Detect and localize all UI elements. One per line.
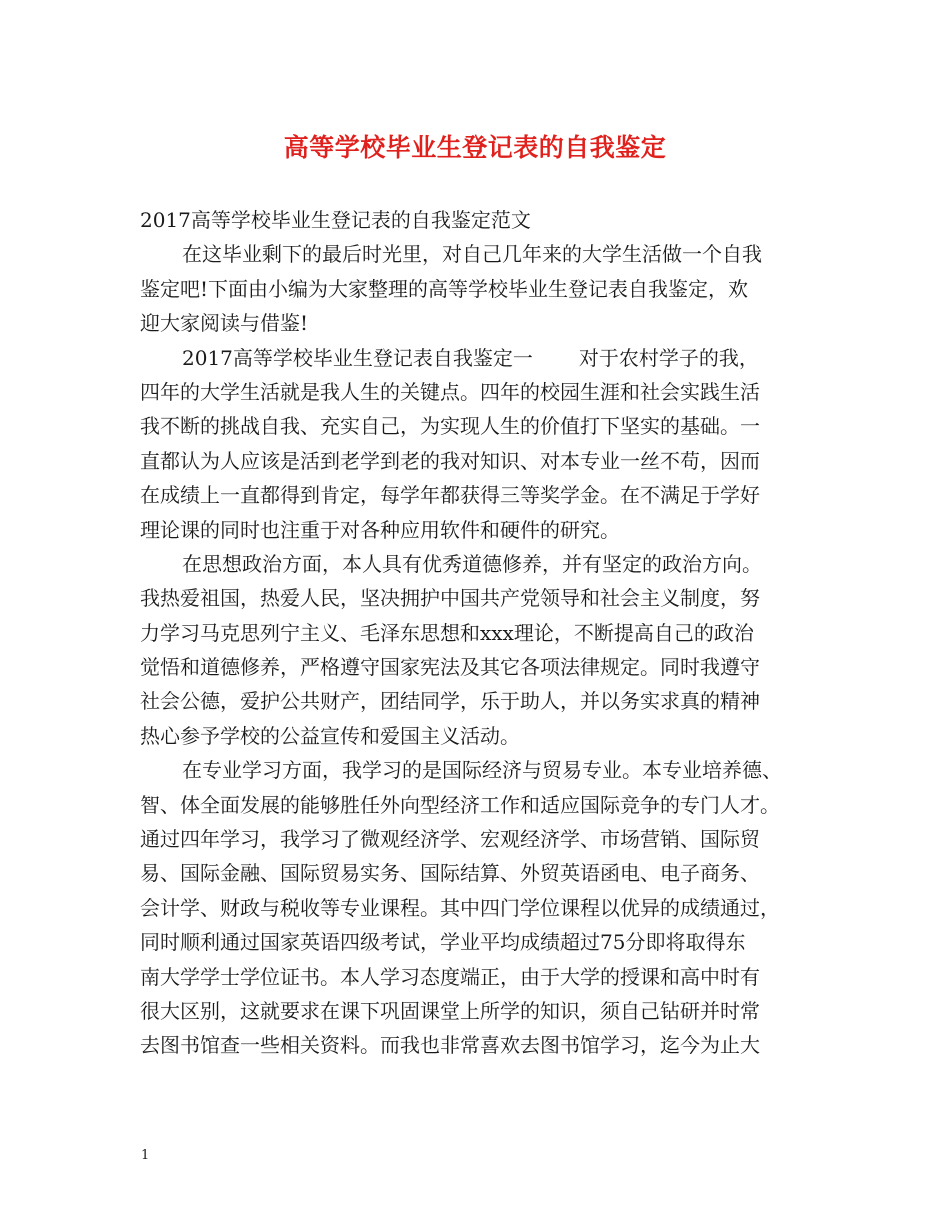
paragraph-line: 在思想政治方面，本人具有优秀道德修养，并有坚定的政治方向。	[182, 551, 762, 576]
document-title: 高等学校毕业生登记表的自我鉴定	[283, 133, 667, 162]
document-body	[140, 203, 820, 1063]
paragraph-line: 理论课的同时也注重于对各种应用软件和硬件的研究。	[140, 517, 620, 542]
paragraph-line: 力学习马克思列宁主义、毛泽东思想和xxx理论，不断提高自己的政治	[140, 620, 754, 645]
paragraph-line: 在成绩上一直都得到肯定，每学年都获得三等奖学金。在不满足于学好	[140, 483, 760, 508]
section-heading: 2017高等学校毕业生登记表自我鉴定一	[182, 345, 533, 370]
paragraph-line: 觉悟和道德修养，严格遵守国家宪法及其它各项法律规定。同时我遵守	[140, 655, 760, 680]
section-heading-line	[140, 341, 820, 375]
paragraph-line: 我热爱祖国，热爱人民，坚决拥护中国共产党领导和社会主义制度，努	[140, 586, 760, 611]
paragraph-line: 在专业学习方面，我学习的是国际经济与贸易专业。本专业培养德、	[182, 758, 782, 783]
paragraph-line: 通过四年学习，我学习了微观经济学、宏观经济学、市场营销、国际贸	[140, 827, 760, 852]
paragraph-line: 易、国际金融、国际贸易实务、国际结算、外贸英语函电、电子商务、	[140, 861, 760, 886]
paragraph-line: 去图书馆查一些相关资料。而我也非常喜欢去图书馆学习，迄今为止大	[140, 1033, 760, 1058]
paragraph-line: 迎大家阅读与借鉴!	[140, 311, 309, 336]
paragraph-line: 社会公德，爱护公共财产，团结同学，乐于助人，并以务实求真的精神	[140, 689, 760, 714]
paragraph-line: 南大学学士学位证书。本人学习态度端正，由于大学的授课和高中时有	[140, 964, 760, 989]
paragraph-line: 很大区别，这就要求在课下巩固课堂上所学的知识，须自己钻研并时常	[140, 998, 760, 1023]
paragraph-line: 会计学、财政与税收等专业课程。其中四门学位课程以优异的成绩通过，	[140, 895, 780, 920]
paragraph-line: 在这毕业剩下的最后时光里，对自己几年来的大学生活做一个自我	[182, 242, 762, 267]
paragraph-line: 同时顺利通过国家英语四级考试，学业平均成绩超过75分即将取得东	[140, 930, 746, 955]
paragraph-line: 鉴定吧!下面由小编为大家整理的高等学校毕业生登记表自我鉴定，欢	[140, 276, 749, 301]
paragraph-line: 智、体全面发展的能够胜任外向型经济工作和适应国际竞争的专门人才。	[140, 792, 780, 817]
subtitle-line: 2017高等学校毕业生登记表的自我鉴定范文	[140, 208, 531, 232]
paragraph-line: 直都认为人应该是活到老学到老的我对知识、对本专业一丝不苟，因而	[140, 448, 760, 473]
paragraph-text: 对于农村学子的我，	[578, 345, 759, 370]
page-number: 1	[141, 1148, 150, 1163]
paragraph-line: 我不断的挑战自我、充实自己，为实现人生的价值打下坚实的基础。一	[140, 414, 760, 439]
paragraph-line: 四年的大学生活就是我人生的关键点。四年的校园生涯和社会实践生活	[140, 379, 760, 404]
paragraph-line: 热心参予学校的公益宣传和爱国主义活动。	[140, 723, 520, 748]
